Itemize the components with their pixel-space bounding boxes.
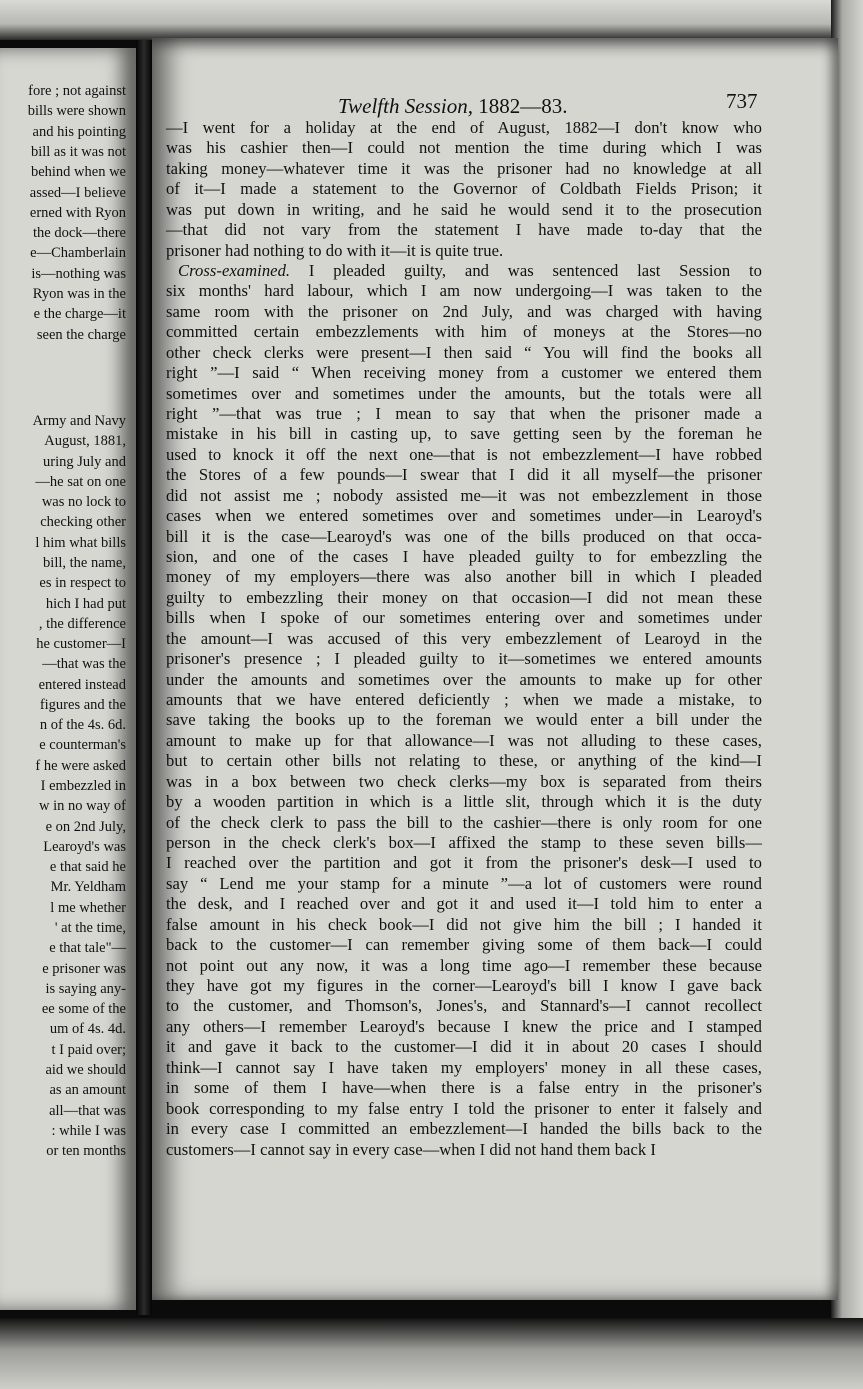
body-text-line: the Stores of a few pounds—I swear that I did it all myself—the prisoner	[166, 465, 762, 485]
left-page-line: is saying any-	[45, 980, 126, 997]
left-page-line: , the difference	[38, 615, 126, 632]
left-page-line: checking other	[40, 514, 126, 531]
left-page-line: August, 1881,	[44, 433, 126, 450]
body-text-line: guilty to embezzling their money on that occasion—I did not mean these	[166, 587, 762, 607]
left-page-line: I embezzled in	[40, 778, 126, 795]
body-text-line: right ”—that was true ; I mean to say that when the prisoner made a	[166, 404, 762, 424]
body-text-line: did not assist me ; nobody assisted me—it was not embezzlement in those	[166, 485, 762, 505]
body-text-line: by a wooden partition in which is a little slit, through which it is the duty	[166, 792, 762, 812]
left-page-line: e on 2nd July,	[45, 818, 126, 835]
body-line-text: I pleaded guilty, and was sentenced last Session to	[308, 261, 763, 280]
left-page-line: Learoyd's was	[43, 838, 126, 855]
left-page-line: assed—I believe	[29, 184, 126, 201]
main-page	[152, 38, 838, 1300]
body-text-line: amounts that we have entered deficiently ; when we made a mistake, to	[166, 690, 762, 710]
page-number: 737	[726, 89, 758, 113]
body-text-line: of it—I made a statement to the Governor of Coldbath Fields Prison; it	[166, 179, 762, 199]
left-page-line: Army and Navy	[32, 413, 126, 429]
left-page-line: w in no way of	[39, 798, 126, 815]
body-text-line: they have got my figures in the corner—Learoyd's bill I know I gave back	[166, 976, 762, 996]
body-text-line: book corresponding to my false entry I told the prisoner to enter it falsely and	[166, 1098, 762, 1118]
body-text-line	[178, 263, 762, 280]
left-page-line: —he sat on one	[35, 473, 126, 490]
left-page-line: hich I had put	[45, 595, 126, 612]
body-text-line: same room with the prisoner on 2nd July, and was charged with having	[166, 301, 762, 321]
session-years: 1882—83.	[472, 94, 568, 118]
left-page-fragment	[0, 48, 136, 1310]
left-page-line: n of the 4s. 6d.	[39, 717, 126, 734]
left-page-line: es in respect to	[39, 575, 126, 592]
body-text-line: say “ Lend me your stamp for a minute ”—a lot of customers were round	[166, 873, 762, 893]
left-page-line: fore ; not against	[28, 83, 126, 99]
left-page-line: ' at the time,	[54, 920, 126, 936]
body-text-line: the desk, and I reached over and got it and used it—I told him to enter a	[166, 894, 762, 914]
body-text-line: under the amounts and sometimes over the amounts to make up for other	[166, 669, 762, 689]
left-page-line: e prisoner was	[42, 960, 126, 977]
left-page-line: aid we should	[45, 1061, 126, 1078]
body-text-line: was his cashier then—I could not mention the time during which I was	[166, 138, 762, 158]
body-text-line: sometimes over and sometimes under the amounts, but the totals were all	[166, 383, 762, 403]
scanner-top-edge	[0, 0, 863, 40]
body-text-line: other check clerks were present—I then said “ You will find the books all	[166, 342, 762, 362]
left-page-line: bill as it was not	[30, 143, 126, 160]
left-page-line: e—Chamberlain	[30, 245, 126, 262]
body-text-line: but to certain other bills not relating to these, or anything of the kind—I	[166, 751, 762, 771]
left-page-line: uring July and	[43, 453, 126, 470]
left-page-line: —that was the	[42, 656, 126, 673]
body-text-line: sion, and one of the cases I have pleaded guilty to for embezzling the	[166, 547, 762, 567]
left-page-line: as an amount	[49, 1082, 126, 1099]
body-text-line: taking money—whatever time it was the prisoner had no knowledge at all	[166, 158, 762, 178]
left-page-line: Mr. Yeldham	[50, 879, 126, 896]
body-text-line: think—I cannot say I have taken my employers' money in all these cases,	[166, 1057, 762, 1077]
left-page-line: Ryon was in the	[32, 286, 126, 302]
body-text-line: prisoner had nothing to do with it—it is quite true.	[166, 240, 504, 260]
body-text-line: person in the check clerk's box—I affixed the stamp to these seven bills—	[166, 833, 762, 853]
left-page-line: was no lock to	[41, 494, 126, 511]
body-text-line: it and gave it back to the customer—I did it in about 20 cases I should	[166, 1037, 762, 1057]
scanner-bottom-edge	[0, 1318, 863, 1389]
body-text-line: cases when we entered sometimes over and sometimes under—in Learoyd's	[166, 506, 762, 526]
body-text-line: I reached over the partition and got it from the prisoner's desk—I used to	[166, 853, 762, 873]
left-page-line: e the charge—it	[33, 306, 126, 323]
body-text-line: bills when I spoke of our sometimes entering over and sometimes under	[166, 608, 762, 628]
left-page-line: e that tale"—	[49, 940, 126, 957]
body-text-line: money of my employers—there was also another bill in which I pleaded	[166, 567, 762, 587]
body-text-line: bill it is the case—Learoyd's was one of the bills produced on that occa-	[166, 526, 762, 546]
body-text-line: the amount—I was accused of this very embezzlement of Learoyd in the	[166, 628, 762, 648]
body-text-line: right ”—I said “ When receiving money from a customer we entered them	[166, 363, 762, 383]
left-page-line: he customer—I	[36, 636, 126, 653]
left-page-line: behind when we	[30, 164, 126, 181]
body-text-line: not point out any now, it was a long time ago—I remember these because	[166, 955, 762, 975]
left-page-line: or ten months	[46, 1143, 126, 1160]
running-header	[338, 94, 567, 119]
left-page-line: is—nothing was	[31, 265, 126, 282]
body-text-line: mistake in his bill in casting up, to save getting seen by the foreman he	[166, 424, 762, 444]
body-text-line: —I went for a holiday at the end of August, 1882—I don't know who	[166, 118, 762, 137]
body-text-line: of the check clerk to pass the bill to the cashier—there is only room for one	[166, 812, 762, 832]
left-page-line: l him what bills	[35, 534, 126, 551]
left-page-line: : while I was	[51, 1122, 126, 1139]
body-text-line: customers—I cannot say in every case—when I did not hand them back I	[166, 1139, 656, 1159]
body-text-line: false amount in his check book—I did not give him the bill ; I handed it	[166, 914, 762, 934]
body-text-line: committed certain embezzlements with him of moneys at the Stores—no	[166, 322, 762, 342]
left-page-line: erned with Ryon	[29, 204, 126, 221]
left-page-line: figures and the	[39, 696, 126, 713]
left-page-line: ee some of the	[41, 1001, 126, 1018]
left-page-line: f he were asked	[35, 757, 126, 774]
body-text-line: was in a box between two check clerks—my box is separated from theirs	[166, 771, 762, 791]
body-text-line: six months' hard labour, which I am now undergoing—I was taken to the	[166, 281, 762, 301]
left-page-line: the dock—there	[32, 225, 126, 242]
body-text-line: was put down in writing, and he said he would send it to the prosecution	[166, 199, 762, 219]
body-text-line: save taking the books up to the foreman we would enter a bill under the	[166, 710, 762, 730]
left-page-line: e that said he	[49, 859, 126, 876]
left-page-line: e counterman's	[39, 737, 126, 754]
body-text-line: to the customer, and Thomson's, Jones's, and Stannard's—I cannot recollect	[166, 996, 762, 1016]
session-title: Twelfth Session,	[338, 94, 473, 118]
left-page-line: and his pointing	[32, 123, 126, 140]
left-page-line: t I paid over;	[51, 1041, 126, 1058]
left-page-line: um of 4s. 4d.	[49, 1021, 126, 1038]
body-text-line: —that did not vary from the statement I have made to-day that the	[166, 220, 762, 240]
left-page-line: l me whether	[50, 899, 126, 916]
body-text-line: any others—I remember Learoyd's because I knew the price and I stamped	[166, 1016, 762, 1036]
left-page-line: bills were shown	[27, 103, 126, 120]
body-text-line: amount to make up for that allowance—I was not alluding to these cases,	[166, 730, 762, 750]
left-page-line: seen the charge	[36, 326, 126, 343]
body-text-line: used to knock it off the next one—that is not embezzlement—I have robbed	[166, 444, 762, 464]
book-gutter	[136, 40, 152, 1315]
body-text-line: in some of them I have—when there is a false entry in the prisoner's	[166, 1078, 762, 1098]
cross-examined-label: Cross-examined.	[178, 261, 291, 280]
body-text-line: prisoner's presence ; I pleaded guilty to it—sometimes we entered amounts	[166, 649, 762, 669]
left-page-line: bill, the name,	[43, 554, 126, 571]
body-text-line: in every case I committed an embezzlement—I handed the bills back to the	[166, 1119, 762, 1139]
left-page-line: all—that was	[49, 1102, 126, 1119]
body-text-line: back to the customer—I can remember giving some of them back—I could	[166, 935, 762, 955]
left-page-line: entered instead	[38, 676, 126, 693]
